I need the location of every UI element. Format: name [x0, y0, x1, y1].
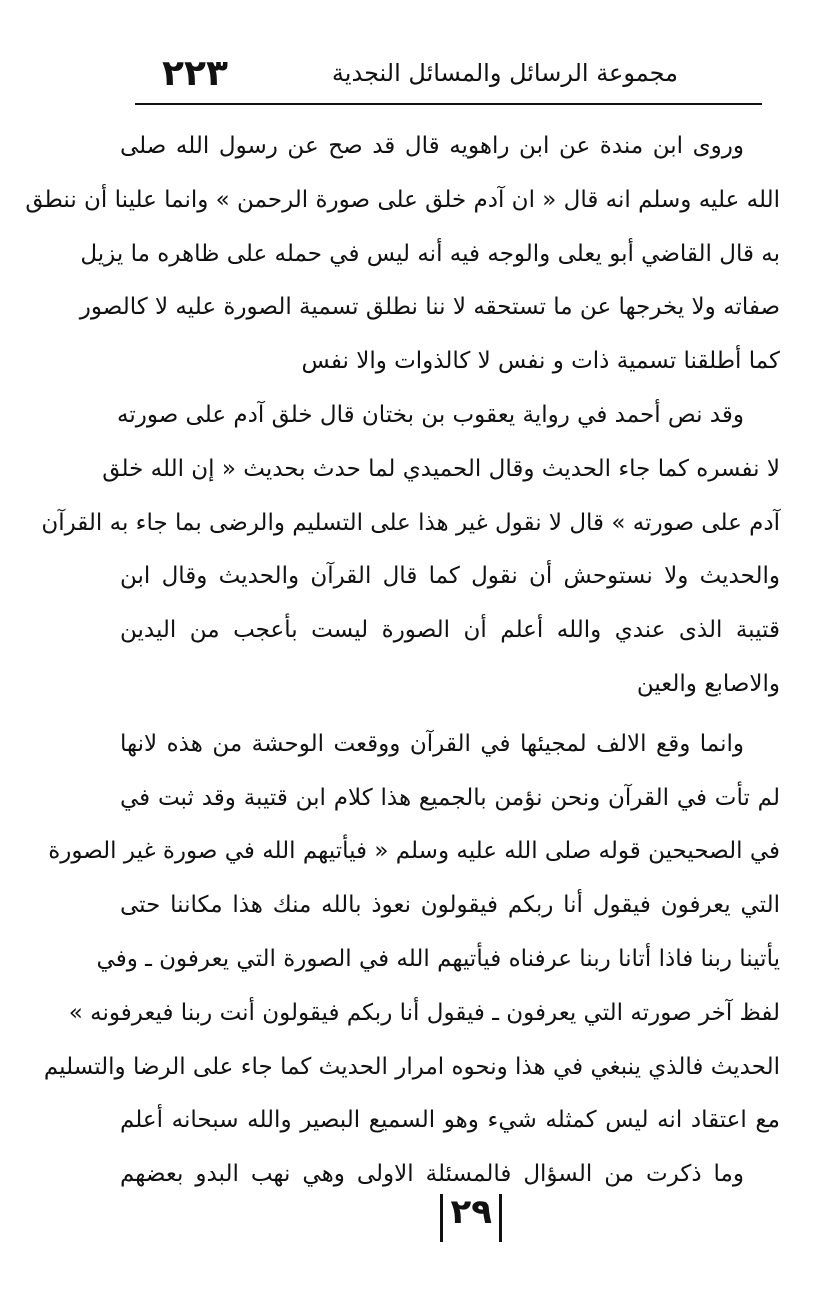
text-line: لفظ آخر صورته التي يعرفون ـ فيقول أنا ربكم فيقولون أنت ربنا فيعرفونه » [68, 999, 780, 1026]
text-line: في الصحيحين قوله صلى الله عليه وسلم « فيأتيهم الله في صورة غير الصورة [48, 838, 780, 865]
header-rule [135, 103, 762, 105]
text-line: كما أطلقنا تسمية ذات و نفس لا كالذوات والا نفس [301, 348, 780, 375]
text-line: صفاته ولا يخرجها عن ما تستحقه لا ننا نطلق تسمية الصورة عليه لا كالصور [79, 294, 780, 321]
signature-bar-right [499, 1194, 502, 1242]
signature-bar-left [440, 1194, 443, 1242]
text-line: مع اعتقاد انه ليس كمثله شيء وهو السميع البصير والله سبحانه أعلم [120, 1107, 780, 1134]
text-line: به قال القاضي أبو يعلى والوجه فيه أنه ليس في حمله على ظاهره ما يزيل [80, 240, 780, 267]
text-line: آدم على صورته » قال لا نقول غير هذا على التسليم والرضى بما جاء به القرآن [41, 509, 780, 536]
text-line: الحديث فالذي ينبغي في هذا ونحوه امرار الحديث كما جاء على الرضا والتسليم [43, 1053, 780, 1080]
text-line: والاصابع والعين [636, 670, 780, 697]
text-line: الله عليه وسلم انه قال « ان آدم خلق على صورة الرحمن » وانما علينا أن ننطق [25, 186, 780, 213]
signature-number: ٢٩ [450, 1192, 492, 1232]
text-line: وقد نص أحمد في رواية يعقوب بن بختان قال خلق آدم على صورته [117, 401, 744, 428]
text-line: لا نفسره كما جاء الحديث وقال الحميدي لما حدث بحديث « إن الله خلق [102, 455, 780, 482]
running-title: مجموعة الرسائل والمسائل النجدية [331, 59, 678, 87]
page-number: ٢٢٣ [162, 53, 228, 94]
text-line: لم تأت في القرآن ونحن نؤمن بالجميع هذا كلام ابن قتيبة وقد ثبت في [120, 784, 780, 811]
text-line: قتيبة الذى عندي والله أعلم أن الصورة ليست بأعجب من اليدين [120, 617, 780, 644]
text-line: وروى ابن مندة عن ابن راهويه قال قد صح عن رسول الله صلى [120, 133, 744, 159]
page-header [132, 52, 764, 102]
body-text [25, 120, 780, 1202]
text-line: والحديث ولا نستوحش أن نقول كما قال القرآن والحديث وقال ابن [120, 563, 780, 590]
text-line: يأتينا ربنا فاذا أتانا ربنا عرفناه فيأتيهم الله في الصورة التي يعرفون ـ وفي [96, 945, 780, 972]
text-line: التي يعرفون فيقول أنا ربكم فيقولون نعوذ بالله منك هذا مكاننا حتى [120, 892, 780, 919]
signature-mark [400, 1188, 510, 1248]
text-line: وانما وقع الالف لمجيئها في القرآن ووقعت الوحشة من هذه لانها [120, 730, 744, 757]
text-line: وما ذكرت من السؤال فالمسئلة الاولى وهي نهب البدو بعضهم [120, 1161, 744, 1188]
